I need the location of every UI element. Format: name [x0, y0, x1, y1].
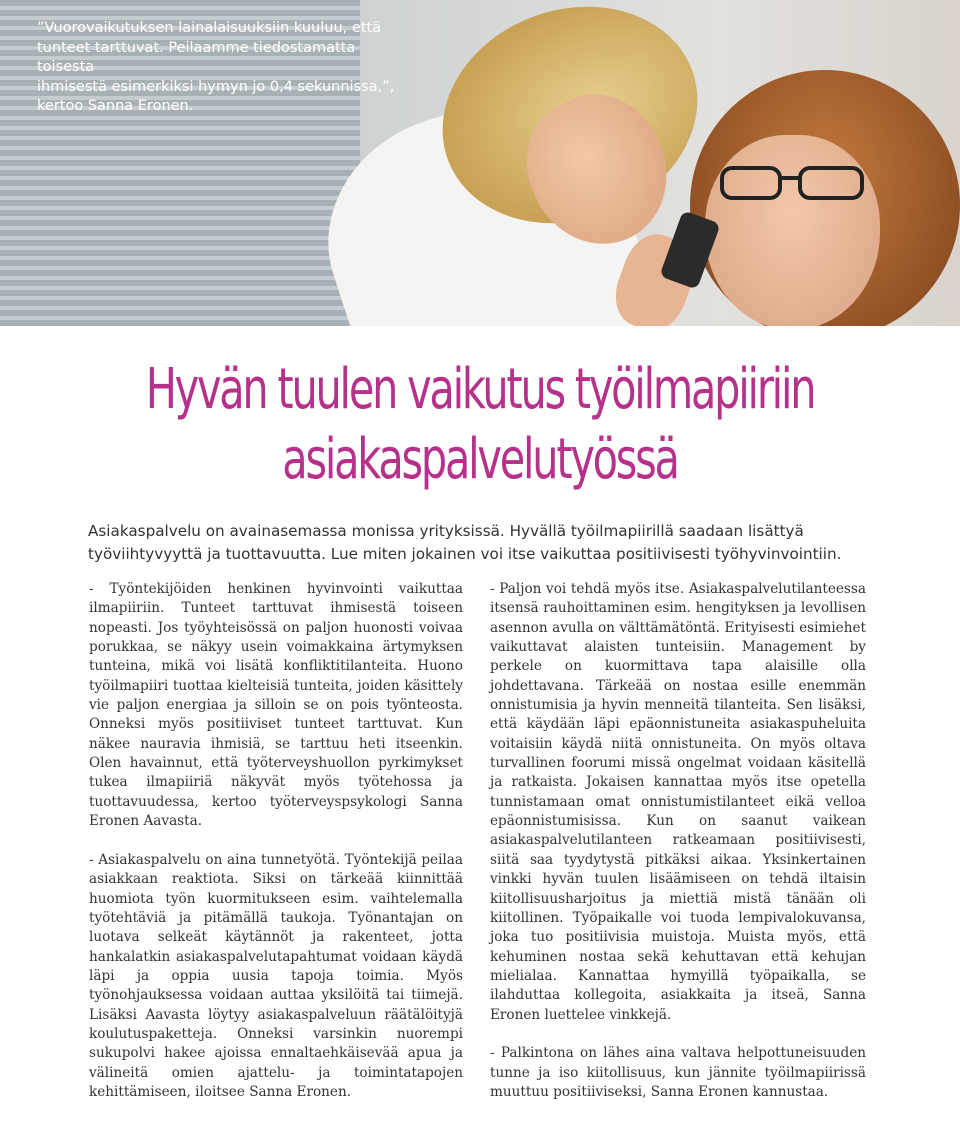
photo-quote — [37, 19, 397, 117]
article-lead: Asiakaspalvelu on avainasemassa monissa yrityksissä. Hyvällä työilmapiirillä saadaan lisättyä työviihtyvyyttä ja tuottavuutta. Lue miten jokainen voi itse vaikuttaa positiivisesti työhyvinvointiin. — [88, 522, 842, 563]
title-line-1: Hyvän tuulen vaikutus työilmapiiriin — [145, 357, 815, 422]
left-column — [89, 580, 463, 1102]
glasses-icon — [718, 162, 868, 204]
quote-line: tunteet tarttuvat. Peilaamme tiedostamatta toisesta — [37, 39, 356, 75]
hero-photo — [0, 0, 960, 326]
title-line-2: asiakaspalvelutyössä — [282, 427, 678, 492]
paragraph: - Paljon voi tehdä myös itse. Asiakaspalvelutilanteessa itsensä rauhoittaminen esim. hengityksen ja levollisen asennon avulla on välttämätöntä. Erityisesti esimiehet vaikuttavat alaisten tunteisiin. Management by perkele on kuormittava tapa alaisille olla johdettavana. Tärkeää on nostaa esille enemmän onnistumisia ja hyvin menneitä tilanteita. Sen lisäksi, että käydään läpi epäonnistuneita asiakaspuheluita voitaisiin käydä niitä onnistuneita. On myös oltava turvallinen foorumi missä ongelmat voidaan käsitellä ja ratkaista. Jokaisen kannattaa myös itse opetella tunnistamaan omat onnistumistilanteet eikä velloa epäonnistumisissa. Kun on saanut vaikean asiakaspalvelutilanteen ratkeamaan positiivisesti, siitä saa tyydytystä pitkäksi aikaa. Yksinkertainen vinkki hyvän tuulen lisäämiseen on tehdä iltaisin kiitollisuusharjoitus ja miettiä mistä tänään oli kiitollinen. Työpaikalle voi tuoda lempivalokuvansa, joka tuo positiivisia muistoja. Muista myös, että kehuminen nostaa sekä kehuttavan että kehujan mielialaa. Kannattaa hymyillä työpaikalla, se ilahduttaa kollegoita, asiakkaita ja itseä, Sanna Eronen luettelee vinkkejä. — [490, 581, 866, 1023]
paragraph: - Asiakaspalvelu on aina tunnetyötä. Työntekijä peilaa asiakkaan reaktiota. Siksi on tärkeää kiinnittää huomiota työn kuormitukseen esim. vaihtelemalla työtehtäviä ja pitämällä taukoja. Työnantajan on luotava selkeät käytännöt ja rakenteet, jotta hankalatkin asiakaspalvelutapahtumat voidaan käydä läpi ja oppia uusia tapoja toimia. Myös työnohjauksessa voidaan auttaa yksilöitä tai tiimejä. Lisäksi Aavasta löytyy asiakaspalveluun räätälöityjä koulutuspaketteja. Onneksi varsinkin nuorempi sukupolvi hakee ajoissa ennaltaehkäisevää apua ja välineitä omien ajattelu- ja toimintatapojen kehittämiseen, iloitsee Sanna Eronen. — [89, 851, 463, 1100]
quote-line: ihmisestä esimerkiksi hymyn jo 0,4 sekunnissa,”, — [37, 78, 395, 95]
paragraph: - Työntekijöiden henkinen hyvinvointi vaikuttaa ilmapiiriin. Tunteet tarttuvat ihmisestä toiseen nopeasti. Jos työyhteisössä on paljon huonosti voivaa porukkaa, se näkyy usein voimakkaina ärtymyksen tunteina, mikä voi lisätä konfliktitilanteita. Huono työilmapiiri tuottaa kielteisiä tunteita, joiden käsittely vie paljon energiaa ja silloin se on pois työnteosta. Onneksi myös positiiviset tunteet tarttuvat. Kun näkee nauravia ihmisiä, se tarttuu heti itseenkin. Olen havainnut, että työterveyshuollon pyrkimykset tukea ilmapiiriä näkyvät myös työtehossa ja tuottavuudessa, kertoo työterveyspsykologi Sanna Eronen Aavasta. — [89, 581, 463, 830]
quote-line: ”Vuorovaikutuksen lainalaisuuksiin kuuluu, että — [37, 20, 382, 36]
paragraph: - Palkintona on lähes aina valtava helpottuneisuuden tunne ja iso kiitollisuus, kun jännite työilmapiirissä muuttuu positiiviseksi, Sanna Eronen kannustaa. — [490, 1045, 866, 1100]
article-title — [125, 355, 835, 495]
quote-line: kertoo Sanna Eronen. — [37, 98, 194, 114]
right-column — [490, 580, 866, 1102]
